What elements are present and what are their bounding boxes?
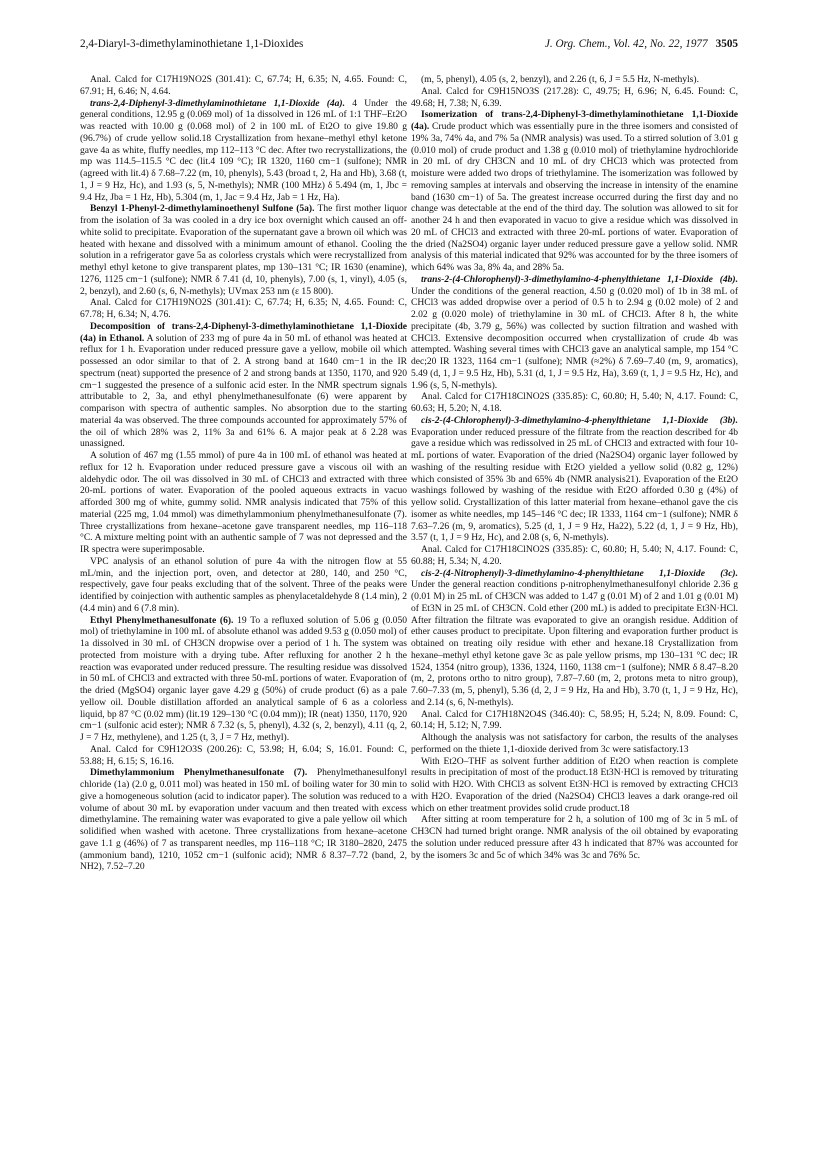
- paragraph-body: After sitting at room temperature for 2 h, a solution of 100 mg of 3c in 5 mL of CH3CN had turned bright orange. NMR analysis of the oil obtained by evaporating the solution under reduced pressure after 43 h indicated that 87% was accounted for by the isomers 3c and 5c of which 34% was 3c and 76% 5c.: [411, 814, 738, 861]
- paragraph: [80, 744, 407, 768]
- paragraph-body: (m, 5, phenyl), 4.05 (s, 2, benzyl), and 2.26 (t, 6, J = 5.5 Hz, N-methyls).: [421, 74, 699, 85]
- running-title: 2,4-Diaryl-3-dimethylaminothietane 1,1-Dioxides: [80, 38, 304, 50]
- paragraph-body: A solution of 467 mg (1.55 mmol) of pure 4a in 100 mL of ethanol was heated at reflux for 12 h. Evaporation under reduced pressure gave a viscous oil with an aldehydic odor. The oil was dissolved in 30 mL of CHCl3 and extracted with three 20-mL portions of water. Evaporation of the pooled aqueous extracts in vacuo afforded 300 mg of white, gummy solid. NMR analysis indicated that 75% of this material (225 mg, 1.04 mmol) was dimethylammonium phenylmethanesulfonate (7). Three crystallizations from hexane–acetone gave transparent needles, mp 116–118 °C. A mixture melting point with an authentic sample of 7 was not depressed and the IR spectra were superimposable.: [80, 450, 407, 555]
- paragraph-heading: trans-2-(4-Chlorophenyl)-3-dimethylamino-4-phenylthietane 1,1-Dioxide (4b).: [421, 273, 738, 285]
- paragraph: [411, 568, 738, 709]
- paragraph: [411, 814, 738, 861]
- paragraph-heading: Decomposition of trans-2,4-Diphenyl-3-dimethylaminothietane 1,1-Dioxide (4a) in Ethanol.: [80, 320, 407, 344]
- paragraph-body: Anal. Calcd for C17H19NO2S (301.41): C, 67.74; H, 6.35; N, 4.65. Found: C, 67.91; H, 6.46; N, 4.64.: [80, 74, 407, 97]
- running-header: [80, 38, 738, 54]
- paragraph-heading: Benzyl 1-Phenyl-2-dimethylaminoethenyl Sulfone (5a).: [90, 203, 315, 215]
- paragraph: [80, 98, 407, 204]
- paragraph: [80, 203, 407, 297]
- paragraph-body: Anal. Calcd for C17H19NO2S (301.41): C, 67.74; H, 6.35; N, 4.65. Found: C, 67.78; H, 6.34; N, 4.76.: [80, 297, 407, 320]
- paragraph: [80, 556, 407, 615]
- paragraph: [411, 74, 738, 86]
- paragraph: [411, 415, 738, 544]
- paragraph-body: Under the conditions of the general reaction, 4.50 g (0.020 mol) of 1b in 38 mL of CHCl3 was added dropwise over a period of 0.5 h to 2.94 g (0.02 mole) of 2 and 2.02 g (0.020 mole) of triethylamine in 30 mL of CHCl3. After 8 h, the white precipitate (4b, 3.79 g, 56%) was collected by suction filtration and washed with CHCl3. Extensive decomposition occurred when crystallization of crude 4b was attempted. Washing several times with CHCl3 gave an analytical sample, mp 154 °C dec;20 IR 1323, 1164 cm−1 (sulfone); NMR (≈2%) δ 7.69–7.40 (m, 9, aromatics), 5.49 (d, 1, J = 9.5 Hz, Hb), 5.31 (d, 1, J = 9.5 Hz, Ha), 3.69 (t, 1, J = 9.5 Hz, Hc), and 1.96 (s, 5, N-methyls).: [411, 285, 738, 391]
- page-number: 3505: [715, 38, 738, 50]
- paragraph-body: With Et2O–THF as solvent further addition of Et2O when reaction is complete results in precipitation of most of the product.18 Et3N·HCl is removed by triturating solid with H2O. With CHCl3 as solvent Et3N·HCl is removed by extracting CHCl3 with H2O. Evaporation of the dried (Na2SO4) CHCl3 leaves a dark orange-red oil which on ether treatment provides solid crude product.18: [411, 755, 738, 814]
- journal-citation: [545, 38, 738, 50]
- paragraph-body: Phenylmethanesulfonyl chloride (1a) (2.0 g, 0.011 mol) was heated in 150 mL of boiling water for 30 min to give a homogeneous solution (acid to indicator paper). The solution was reduced to a volume of about 30 mL by evaporation under vacuum and then treated with excess dimethylamine. The remaining water was evaporated to give a pale yellow oil which solidified when washed with acetone. Three crystallizations from hexane–acetone gave 1.1 g (46%) of 7 as transparent needles, mp 116–118 °C; IR 3180–2820, 2475 (ammonium band), 1210, 1052 cm−1 (sulfonic acid); NMR δ 8.37–7.72 (band, 2, NH2), 7.52–7.20: [80, 767, 407, 873]
- paragraph-body: Anal. Calcd for C9H12O3S (200.26): C, 53.98; H, 6.04; S, 16.01. Found: C, 53.88; H, 6.15; S, 16.16.: [80, 743, 407, 767]
- paragraph-heading: cis-2-(4-Nitrophenyl)-3-dimethylamino-4-phenylthietane 1,1-Dioxide (3c).: [421, 567, 738, 579]
- paragraph-body: Although the analysis was not satisfactory for carbon, the results of the analyses performed on the thiete 1,1-dioxide derived from 3c were satisfactory.13: [411, 732, 738, 755]
- paragraph: [411, 391, 738, 415]
- paragraph: [80, 767, 407, 873]
- paragraph-body: 19 To a refluxed solution of 5.06 g (0.050 mol) of triethylamine in 100 mL of absolute ethanol was added 9.53 g (0.050 mol) of 1a dissolved in 30 mL of CH3CN dropwise over a period of 1 h. The system was protected from moisture with a drying tube. After refluxing for another 2 h the reaction was evaporated under reduced pressure. The resulting residue was dissolved in 50 mL of CHCl3 and extracted with three 50-mL portions of water. Evaporation of the dried (MgSO4) organic layer gave 4.29 g (50%) of crude product (6) as a pale yellow oil. Double distillation afforded an analytical sample of 6 as a colorless liquid, bp 87 °C (0.02 mm) (lit.19 129–130 °C (0.04 mm)); IR (neat) 1350, 1170, 920 cm−1 (sulfonic acid ester); NMR δ 7.32 (s, 5, phenyl), 4.32 (s, 2, benzyl), 4.11 (q, 2, J = 7 Hz, methylene), and 1.25 (t, 3, J = 7 Hz, methyl).: [80, 614, 407, 743]
- paragraph-body: Under the general reaction conditions p-nitrophenylmethanesulfonyl chloride 2.36 g (0.01 M) in 25 mL of CH3CN was added to 1.47 g (0.01 M) of 2 and 1.01 g (0.01 M) of Et3N in 25 mL of CH3CN. Cold ether (200 mL) is added to precipitate Et3N·HCl. After filtration the filtrate was evaporated to give an orangish residue. Addition of ether causes product to precipitate. Upon filtering and evaporation further product is obtained on treating oily residue with ether and hexane.18 Crystallization from hexane–methyl ethyl ketone gave 3c as pale yellow prisms, mp 130–131 °C dec; IR 1524, 1354 (nitro group), 1336, 1324, 1160, 1138 cm−1 (sulfone); NMR δ 8.47–8.20 (m, 2, protons ortho to nitro group), 7.87–7.60 (m, 2, protons meta to nitro group), 7.60–7.33 (m, 5, phenyl), 5.36 (d, 2, J = 9 Hz, Ha and Hb), 3.70 (t, 1, J = 9 Hz, Hc), and 2.14 (s, 6, N-methyls).: [411, 579, 738, 708]
- paragraph: [411, 544, 738, 568]
- paragraph: [80, 297, 407, 321]
- paragraph-body: 4 Under the general conditions, 12.95 g (0.069 mol) of 1a dissolved in 126 mL of 1:1 THF–Et2O was reacted with 10.00 g (0.068 mol) of 2 in 100 mL of Et2O to give 19.80 g (96.7%) of crude yellow solid.18 Crystallization from hexane–methyl ethyl ketone gave 4a as white, fluffy needles, mp 112–113 °C dec. After two recrystallizations, the mp was 114.5–115.5 °C dec (lit.4 109 °C); IR 1320, 1160 cm−1 (sulfone); NMR (agreed with lit.4) δ 7.68–7.22 (m, 10, phenyls), 5.43 (broad t, 2, Ha and Hb), 3.68 (t, 1, J = 9 Hz, Hc), and 1.93 (s, 5, N-methyls); NMR (100 MHz) δ 5.494 (m, 1, Jbc = 9.4 Hz, Jba = 1 Hz, Hb), 5.304 (m, 1, Jac = 9.4 Hz, Jab = 1 Hz, Ha).: [80, 97, 407, 203]
- paragraph-body: The first mother liquor from the isolation of 3a was cooled in a dry ice box overnight which caused an off-white solid to precipitate. Evaporation of the supernatant gave a brown oil which was heated with hexane and dissolved with a minimum amount of ethanol. Cooling the solution in a refrigerator gave 5a as colorless crystals which were recrystallized from methyl ethyl ketone to give transparent plates, mp 130–131 °C; IR 1630 (enamine), 1276, 1125 cm−1 (sulfone); NMR δ 7.41 (d, 10, phenyls), 7.00 (s, 1, vinyl), 4.05 (s, 2, benzyl), and 2.60 (s, 6, N-methyls); UVmax 253 nm (ε 15 800).: [80, 203, 408, 297]
- paragraph: [411, 109, 738, 274]
- journal-name: J. Org. Chem., Vol. 42, No. 22, 1977: [544, 38, 708, 50]
- paragraph: [80, 450, 407, 556]
- paragraph: [411, 86, 738, 110]
- paragraph-body: VPC analysis of an ethanol solution of pure 4a with the nitrogen flow at 55 mL/min, and the injection port, oven, and detector at 280, 140, and 250 °C, respectively, gave four peaks excluding that of the solvent. Three of the peaks were identified by coinjection with authentic samples as phenylacetaldehyde 8 (1.4 min), 2 (4.4 min) and 6 (7.8 min).: [80, 555, 407, 614]
- paragraph: [411, 274, 738, 392]
- paragraph: [411, 732, 738, 756]
- paragraph-heading: Isomerization of trans-2,4-Diphenyl-3-dimethylaminothietane 1,1-Dioxide (4a).: [411, 109, 738, 132]
- paragraph-body: Crude product which was essentially pure in the three isomers and consisted of 19% 3a, 74% 4a, and 7% 5a (NMR analysis) was used. To a stirred solution of 3.01 g (0.010 mol) of crude product and 1.38 g (0.010 mol) of triethylamine hydrochloride in 20 mL of dry CH3CN and 10 mL of dry CHCl3 which was protected from moisture were added two drops of triethylamine. The isomerization was followed by removing samples at intervals and observing the increase in intensity of the enamine band (1630 cm−1) of 5a. The greatest increase occurred during the first day and no change was detectable at the end of the third day. The solution was allowed to sit for another 24 h and then evaporated in vacuo to give a residue which was dissolved in 20 mL of CHCl3 and extracted with three 20-mL portions of water. Evaporation of the dried (Na2SO4) organic layer under reduced pressure gave a yellow solid. NMR analysis of this material indicated that 92% was accounted for by the three isomers of which 64% was 3a, 8% 4a, and 28% 5a.: [411, 121, 738, 273]
- paragraph-body: Anal. Calcd for C9H15NO3S (217.28): C, 49.75; H, 6.96; N, 6.45. Found: C, 49.68; H, 7.38; N, 6.39.: [411, 85, 738, 109]
- paragraph: [411, 756, 738, 815]
- paragraph: [80, 615, 407, 744]
- paragraph-heading: cis-2-(4-Chlorophenyl)-3-dimethylamino-4-phenylthietane 1,1-Dioxide (3b).: [421, 414, 738, 426]
- paragraph: [80, 321, 407, 450]
- right-column: [411, 74, 738, 861]
- paragraph-heading: Dimethylammonium Phenylmethanesulfonate (7).: [90, 767, 308, 779]
- paragraph-heading: Ethyl Phenylmethanesulfonate (6).: [90, 614, 234, 626]
- left-column: [80, 74, 407, 873]
- paragraph: [80, 74, 407, 98]
- paragraph: [411, 709, 738, 733]
- paragraph-heading: trans-2,4-Diphenyl-3-dimethylaminothietane 1,1-Dioxide (4a).: [90, 97, 345, 109]
- paragraph-body: Anal. Calcd for C17H18N2O4S (346.40): C, 58.95; H, 5.24; N, 8.09. Found: C, 60.14; H, 5.12; N, 7.99.: [411, 708, 738, 732]
- paragraph-body: Anal. Calcd for C17H18ClNO2S (335.85): C, 60.80; H, 5.40; N, 4.17. Found: C, 60.63; H, 5.20; N, 4.18.: [411, 391, 738, 414]
- paragraph-body: A solution of 233 mg of pure 4a in 50 mL of ethanol was heated at reflux for 1 h. Evaporation under reduced pressure gave a yellow, mobile oil which possessed an odor similar to that of 2. A strong band at 1640 cm−1 in the IR spectrum (neat) supported the presence of 2 and strong bands at 1350, 1170, and 920 cm−1 suggested the presence of a sulfonic acid ester. In the NMR spectrum signals attributable to 2, 3a, and ethyl phenylmethanesulfonate (6) were apparent by comparison with spectra of authentic samples. No absorption due to the starting material 4a was observed. The three compounds accounted for approximately 57% of the oil of which 28% was 2, 11% 3a and 61% 6. A major peak at δ 2.28 was unassigned.: [80, 332, 407, 450]
- paragraph-body: Anal. Calcd for C17H18ClNO2S (335.85): C, 60.80; H, 5.40; N, 4.17. Found: C, 60.88; H, 5.34; N, 4.20.: [411, 544, 738, 567]
- paragraph-body: Evaporation under reduced pressure of the filtrate from the reaction described for 4b gave a residue which was redissolved in 25 mL of CHCl3 and extracted with four 10-mL portions of water. Evaporation of the dried (Na2SO4) organic layer followed by washing of the resulting residue with Et2O yielded a yellow solid (0.82 g, 12%) which consisted of 35% 3b and 65% 4b (NMR analysis21). Evaporation of the Et2O washings followed by washing of the residue with Et2O afforded 0.30 g (4%) of yellow solid. Crystallization of this latter material from hexane–ethanol gave the cis isomer as white needles, mp 145–146 °C dec; IR 1333, 1164 cm−1 (sulfone); NMR δ 7.63–7.26 (m, 9, aromatics), 5.25 (d, 1, J = 9 Hz, Ha22), 5.22 (d, 1, J = 9 Hz, Hb), 3.57 (t, 1, J = 9 Hz, Hc), and 2.08 (s, 6, N-methyls).: [411, 426, 738, 544]
